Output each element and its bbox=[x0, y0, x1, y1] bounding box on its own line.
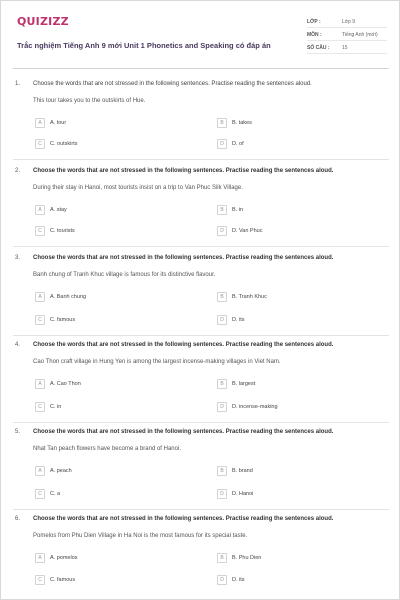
meta-value: 15 bbox=[342, 45, 348, 51]
question-number: 6. bbox=[15, 516, 21, 522]
meta-value: Lớp 9 bbox=[342, 19, 356, 25]
option-text: A. stay bbox=[50, 207, 67, 213]
question-stem: Cao Thon craft village in Hung Yen is among the largest incense-making villages in Viet Nam. bbox=[33, 359, 281, 365]
question-divider bbox=[13, 159, 389, 160]
page-title: Trắc nghiệm Tiếng Anh 9 mới Unit 1 Phonetics and Speaking có đáp án bbox=[17, 41, 271, 50]
meta-key: LỚP : bbox=[307, 19, 321, 25]
question-instruction: Choose the words that are not stressed in the following sentences. Practise reading the sentences aloud. bbox=[33, 516, 334, 522]
option-letter-box: C bbox=[35, 315, 45, 325]
question-instruction: Choose the words that are not stressed in the following sentences. Practise reading the sentences aloud. bbox=[33, 255, 334, 261]
question-number: 1. bbox=[15, 81, 21, 87]
option-letter-box: D bbox=[217, 139, 227, 149]
header-divider bbox=[13, 68, 389, 69]
option-letter-box: A bbox=[35, 553, 45, 563]
option-text: C. famous bbox=[50, 317, 76, 323]
option-text: B. Phu Dien bbox=[232, 555, 262, 561]
option-letter-box: C bbox=[35, 139, 45, 149]
option-letter-box: A bbox=[35, 292, 45, 302]
option-text: D. of bbox=[232, 141, 244, 147]
option-text: B. largest bbox=[232, 381, 256, 387]
option-letter-box: D bbox=[217, 489, 227, 499]
quizizz-logo: QUIZIZZ bbox=[17, 15, 69, 28]
option-text: D. Van Phuc bbox=[232, 228, 263, 234]
question-instruction: Choose the words that are not stressed in the following sentences. Practise reading the sentences aloud. bbox=[33, 168, 334, 174]
question-stem: Pomelos from Phu Dien Village in Ha Noi is the most famous for its special taste. bbox=[33, 533, 248, 539]
question-stem: Nhat Tan peach flowers have become a brand of Hanoi. bbox=[33, 446, 181, 452]
option-letter-box: D bbox=[217, 575, 227, 585]
question-divider bbox=[13, 335, 389, 336]
question-stem: This tour takes you to the outskirts of Hue. bbox=[33, 98, 146, 104]
question-instruction: Choose the words that are not stressed in the following sentences. Practise reading the sentences aloud. bbox=[33, 81, 312, 87]
meta-value: Tiếng Anh (mới) bbox=[342, 32, 378, 38]
question-divider bbox=[13, 509, 389, 510]
meta-key: MÔN : bbox=[307, 32, 322, 38]
option-text: D. its bbox=[232, 317, 245, 323]
question-number: 3. bbox=[15, 255, 21, 261]
option-letter-box: B bbox=[217, 379, 227, 389]
option-text: B. Tranh Khuc bbox=[232, 294, 267, 300]
option-letter-box: B bbox=[217, 292, 227, 302]
option-letter-box: D bbox=[217, 226, 227, 236]
option-text: D. incense-making bbox=[232, 404, 278, 410]
option-text: C. outskirts bbox=[50, 141, 78, 147]
option-text: B. brand bbox=[232, 468, 253, 474]
question-number: 4. bbox=[15, 342, 21, 348]
option-text: C. a bbox=[50, 491, 61, 497]
option-text: A. pomelos bbox=[50, 555, 78, 561]
question-number: 2. bbox=[15, 168, 21, 174]
option-letter-box: B bbox=[217, 118, 227, 128]
option-text: D. Hanoi bbox=[232, 491, 254, 497]
option-letter-box: D bbox=[217, 402, 227, 412]
worksheet-header bbox=[15, 11, 387, 63]
meta-table bbox=[307, 15, 387, 54]
meta-key: SỐ CÂU : bbox=[307, 45, 330, 51]
option-text: C. in bbox=[50, 404, 62, 410]
question-instruction: Choose the words that are not stressed in the following sentences. Practise reading the sentences aloud. bbox=[33, 342, 334, 348]
option-letter-box: B bbox=[217, 553, 227, 563]
option-letter-box: B bbox=[217, 466, 227, 476]
question-instruction: Choose the words that are not stressed in the following sentences. Practise reading the sentences aloud. bbox=[33, 429, 334, 435]
option-letter-box: D bbox=[217, 315, 227, 325]
option-letter-box: A bbox=[35, 118, 45, 128]
option-text: D. its bbox=[232, 577, 245, 583]
question-number: 5. bbox=[15, 429, 21, 435]
option-text: C. famous bbox=[50, 577, 76, 583]
option-letter-box: C bbox=[35, 575, 45, 585]
meta-row-subject bbox=[307, 28, 387, 41]
option-text: B. takes bbox=[232, 120, 252, 126]
option-letter-box: C bbox=[35, 489, 45, 499]
option-text: B. in bbox=[232, 207, 244, 213]
question-divider bbox=[13, 422, 389, 423]
option-text: A. Cao Thon bbox=[50, 381, 81, 387]
question-stem: During their stay in Hanoi, most tourists insist on a trip to Van Phuc Silk Village. bbox=[33, 185, 243, 191]
question-divider bbox=[13, 246, 389, 247]
option-text: A. tour bbox=[50, 120, 67, 126]
option-letter-box: C bbox=[35, 402, 45, 412]
option-letter-box: C bbox=[35, 226, 45, 236]
meta-row-class bbox=[307, 15, 387, 28]
option-text: C. tourists bbox=[50, 228, 75, 234]
option-letter-box: A bbox=[35, 379, 45, 389]
option-text: A. peach bbox=[50, 468, 72, 474]
option-letter-box: A bbox=[35, 466, 45, 476]
option-text: A. Banh chung bbox=[50, 294, 87, 300]
option-letter-box: B bbox=[217, 205, 227, 215]
question-stem: Banh chung of Tranh Khuc village is famous for its distinctive flavour. bbox=[33, 272, 216, 278]
meta-row-count bbox=[307, 41, 387, 54]
option-letter-box: A bbox=[35, 205, 45, 215]
